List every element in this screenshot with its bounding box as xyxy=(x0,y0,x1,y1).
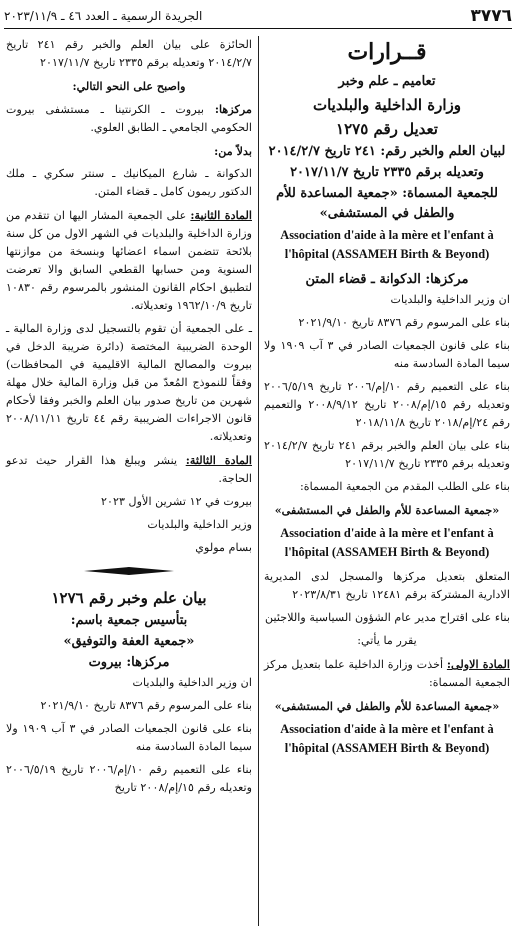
paragraph: ان وزير الداخلية والبلديات xyxy=(132,676,252,689)
association-name-latin: Association d'aide à la mère et l'enfant à l'hôpital (ASSAMEH Birth & Beyond) xyxy=(280,722,494,755)
article-label: المادة الثانية: xyxy=(190,208,252,222)
page-number: ٣٧٧٦ xyxy=(470,6,512,26)
paragraph: ان وزير الداخلية والبلديات xyxy=(390,293,510,306)
paragraph: ـ على الجمعية أن تقوم بالتسجيل لدى وزارة المالية ـ الوحدة الضريبية المختصة (دائرة ضريبة الدخل في بيروت والمصالح المالية الاقليمية في المحافظات) وفقاً للنموذج المُعدّ من قبل وزارة المالية خلال مهلة شهرين من تاريخ صدور بيان العلم والخبر وفقا لأحكام قانون الاجراءات الضريبية رقم ٤٤ تاريخ ٢٠٠٨/١١/١١ وتعديلاته. xyxy=(6,322,252,443)
paragraph: المتعلق بتعديل مركزها والمسجل لدى المديرية الادارية المشتركة برقم ١٢٤٨١ تاريخ ٢٠٢٣/٨/٣١ xyxy=(264,570,510,601)
association-hq: مركزها: بيروت xyxy=(88,655,170,670)
article-2 xyxy=(6,206,252,315)
hq-text: بيروت ـ الكرنتينا ـ مستشفى بيروت الحكومي الجامعي ـ الطابق العلوي. xyxy=(6,103,252,134)
paragraph: بناء على التعميم رقم ١٠/إم/٢٠٠٦ تاريخ ٢٠٠٦/٥/١٩ وتعديله رقم ١٥/إم/٢٠٠٨ تاريخ xyxy=(6,763,252,794)
notice-reference: لبيان العلم والخبر رقم: ٢٤١ تاريخ ٢٠١٤/٢/٧ xyxy=(268,144,506,159)
separator-ornament-icon xyxy=(84,567,174,575)
signature-title: وزير الداخلية والبلديات xyxy=(147,518,252,531)
paragraph: بناء على المرسوم رقم ٨٣٧٦ تاريخ ٢٠٢١/٩/١٠ xyxy=(298,316,510,329)
signature-date: بيروت في ١٢ تشرين الأول ٢٠٢٣ xyxy=(100,495,252,508)
ministry-title: وزارة الداخلية والبلديات xyxy=(312,96,461,114)
notice-subtitle: بتأسيس جمعية باسم: xyxy=(70,613,188,628)
page-header xyxy=(4,4,512,29)
paragraph: بناء على الطلب المقدم من الجمعية المسماة: xyxy=(300,480,510,493)
paragraph: الدكوانة ـ شارع الميكانيك ـ سنتر سكري ـ ملك الدكتور ريمون كامل ـ قضاء المتن. xyxy=(6,167,252,198)
left-column xyxy=(6,36,252,802)
signature-name: بسام مولوي xyxy=(195,541,252,554)
paragraph: بناء على قانون الجمعيات الصادر في ٣ آب ١٩٠٩ ولا سيما المادة السادسة منه xyxy=(264,339,510,370)
decision-intro: يقرر ما يأتي: xyxy=(357,634,417,647)
article-1 xyxy=(264,655,510,692)
amendment-reference: وتعديله برقم ٢٣٣٥ تاريخ ٢٠١٧/١١/٧ xyxy=(290,165,484,180)
right-column xyxy=(264,36,510,764)
amendment-number: تعديل رقم ١٢٧٥ xyxy=(336,120,438,138)
gazette-issue-line: الجريدة الرسمية ـ العدد ٤٦ ـ ٢٠٢٣/١١/٩ xyxy=(4,9,203,23)
section-title: قــرارات xyxy=(347,39,427,65)
column-divider xyxy=(258,36,259,926)
paragraph: واصبح على النحو التالي: xyxy=(72,79,186,93)
notice-title: بيان علم وخبر رقم ١٢٧٦ xyxy=(51,589,207,607)
association-name-latin: Association d'aide à la mère et l'enfant à l'hôpital (ASSAMEH Birth & Beyond) xyxy=(280,228,494,261)
subsection-title: تعاميم ـ علم وخبر xyxy=(338,74,436,89)
association-name: «جمعية المساعدة للأم والطفل في المستشفى» xyxy=(274,699,500,713)
paragraph: بدلاً من: xyxy=(214,144,252,158)
association-name: للجمعية المسماة: «جمعية المساعدة للأم والطفل في المستشفى» xyxy=(276,186,498,221)
article-text: على الجمعية المشار اليها ان تتقدم من وزارة الداخلية والبلديات في الشهر الاول من كل سنة بلائحة تتضمن اسماء اعضائها وبنسخة من موازنتها السنوية ومن حسابها القطعي السابق والا تعرضت لتطبيق احكام القانون المنشور بالمرسوم رقم ١٠٨٣٠ تاريخ ١٩٦٢/١٠/٩ وتعديلاته. xyxy=(6,209,252,312)
paragraph: بناء على قانون الجمعيات الصادر في ٣ آب ١٩٠٩ ولا سيما المادة السادسة منه xyxy=(6,722,252,753)
hq-new xyxy=(6,100,252,137)
paragraph: بناء على التعميم رقم ١٠/إم/٢٠٠٦ تاريخ ٢٠٠٦/٥/١٩ وتعديله رقم ١٥/إم/٢٠٠٨ تاريخ ٢٠٠٨/٩/١٢ والتعميم رقم ٢٤/إم/٢٠١٨ تاريخ ٢٠١٨/١١/٨ xyxy=(264,380,510,429)
article-label: المادة الثالثة: xyxy=(185,453,252,467)
association-name: «جمعية العفة والتوفيق» xyxy=(63,634,195,649)
association-hq: مركزها: الدكوانة ـ قضاء المتن xyxy=(305,272,469,287)
association-name-latin: Association d'aide à la mère et l'enfant à l'hôpital (ASSAMEH Birth & Beyond) xyxy=(280,526,494,559)
paragraph: بناء على بيان العلم والخبر برقم ٢٤١ تاريخ ٢٠١٤/٢/٧ وتعديله برقم ٢٣٣٥ تاريخ ٢٠١٧/١١/٧ xyxy=(264,439,510,470)
paragraph: بناء على المرسوم رقم ٨٣٧٦ تاريخ ٢٠٢١/٩/١٠ xyxy=(40,699,252,712)
article-label: المادة الاولى: xyxy=(446,657,510,671)
article-3 xyxy=(6,451,252,488)
article-text: ينشر ويبلغ هذا القرار حيث تدعو الحاجة. xyxy=(6,454,252,485)
association-name: «جمعية المساعدة للأم والطفل في المستشفى» xyxy=(274,503,500,517)
paragraph: بناء على اقتراح مدير عام الشؤون السياسية واللاجئين xyxy=(265,611,510,624)
section-separator xyxy=(6,567,252,575)
paragraph: الحائزة على بيان العلم والخبر رقم ٢٤١ تاريخ ٢٠١٤/٢/٧ وتعديله برقم ٢٣٣٥ تاريخ ٢٠١٧/١١/٧ xyxy=(6,38,252,69)
hq-label: مركزها: xyxy=(214,102,252,116)
article-text: أخذت وزارة الداخلية علما بتعديل مركز الجمعية المسماة: xyxy=(264,658,510,689)
